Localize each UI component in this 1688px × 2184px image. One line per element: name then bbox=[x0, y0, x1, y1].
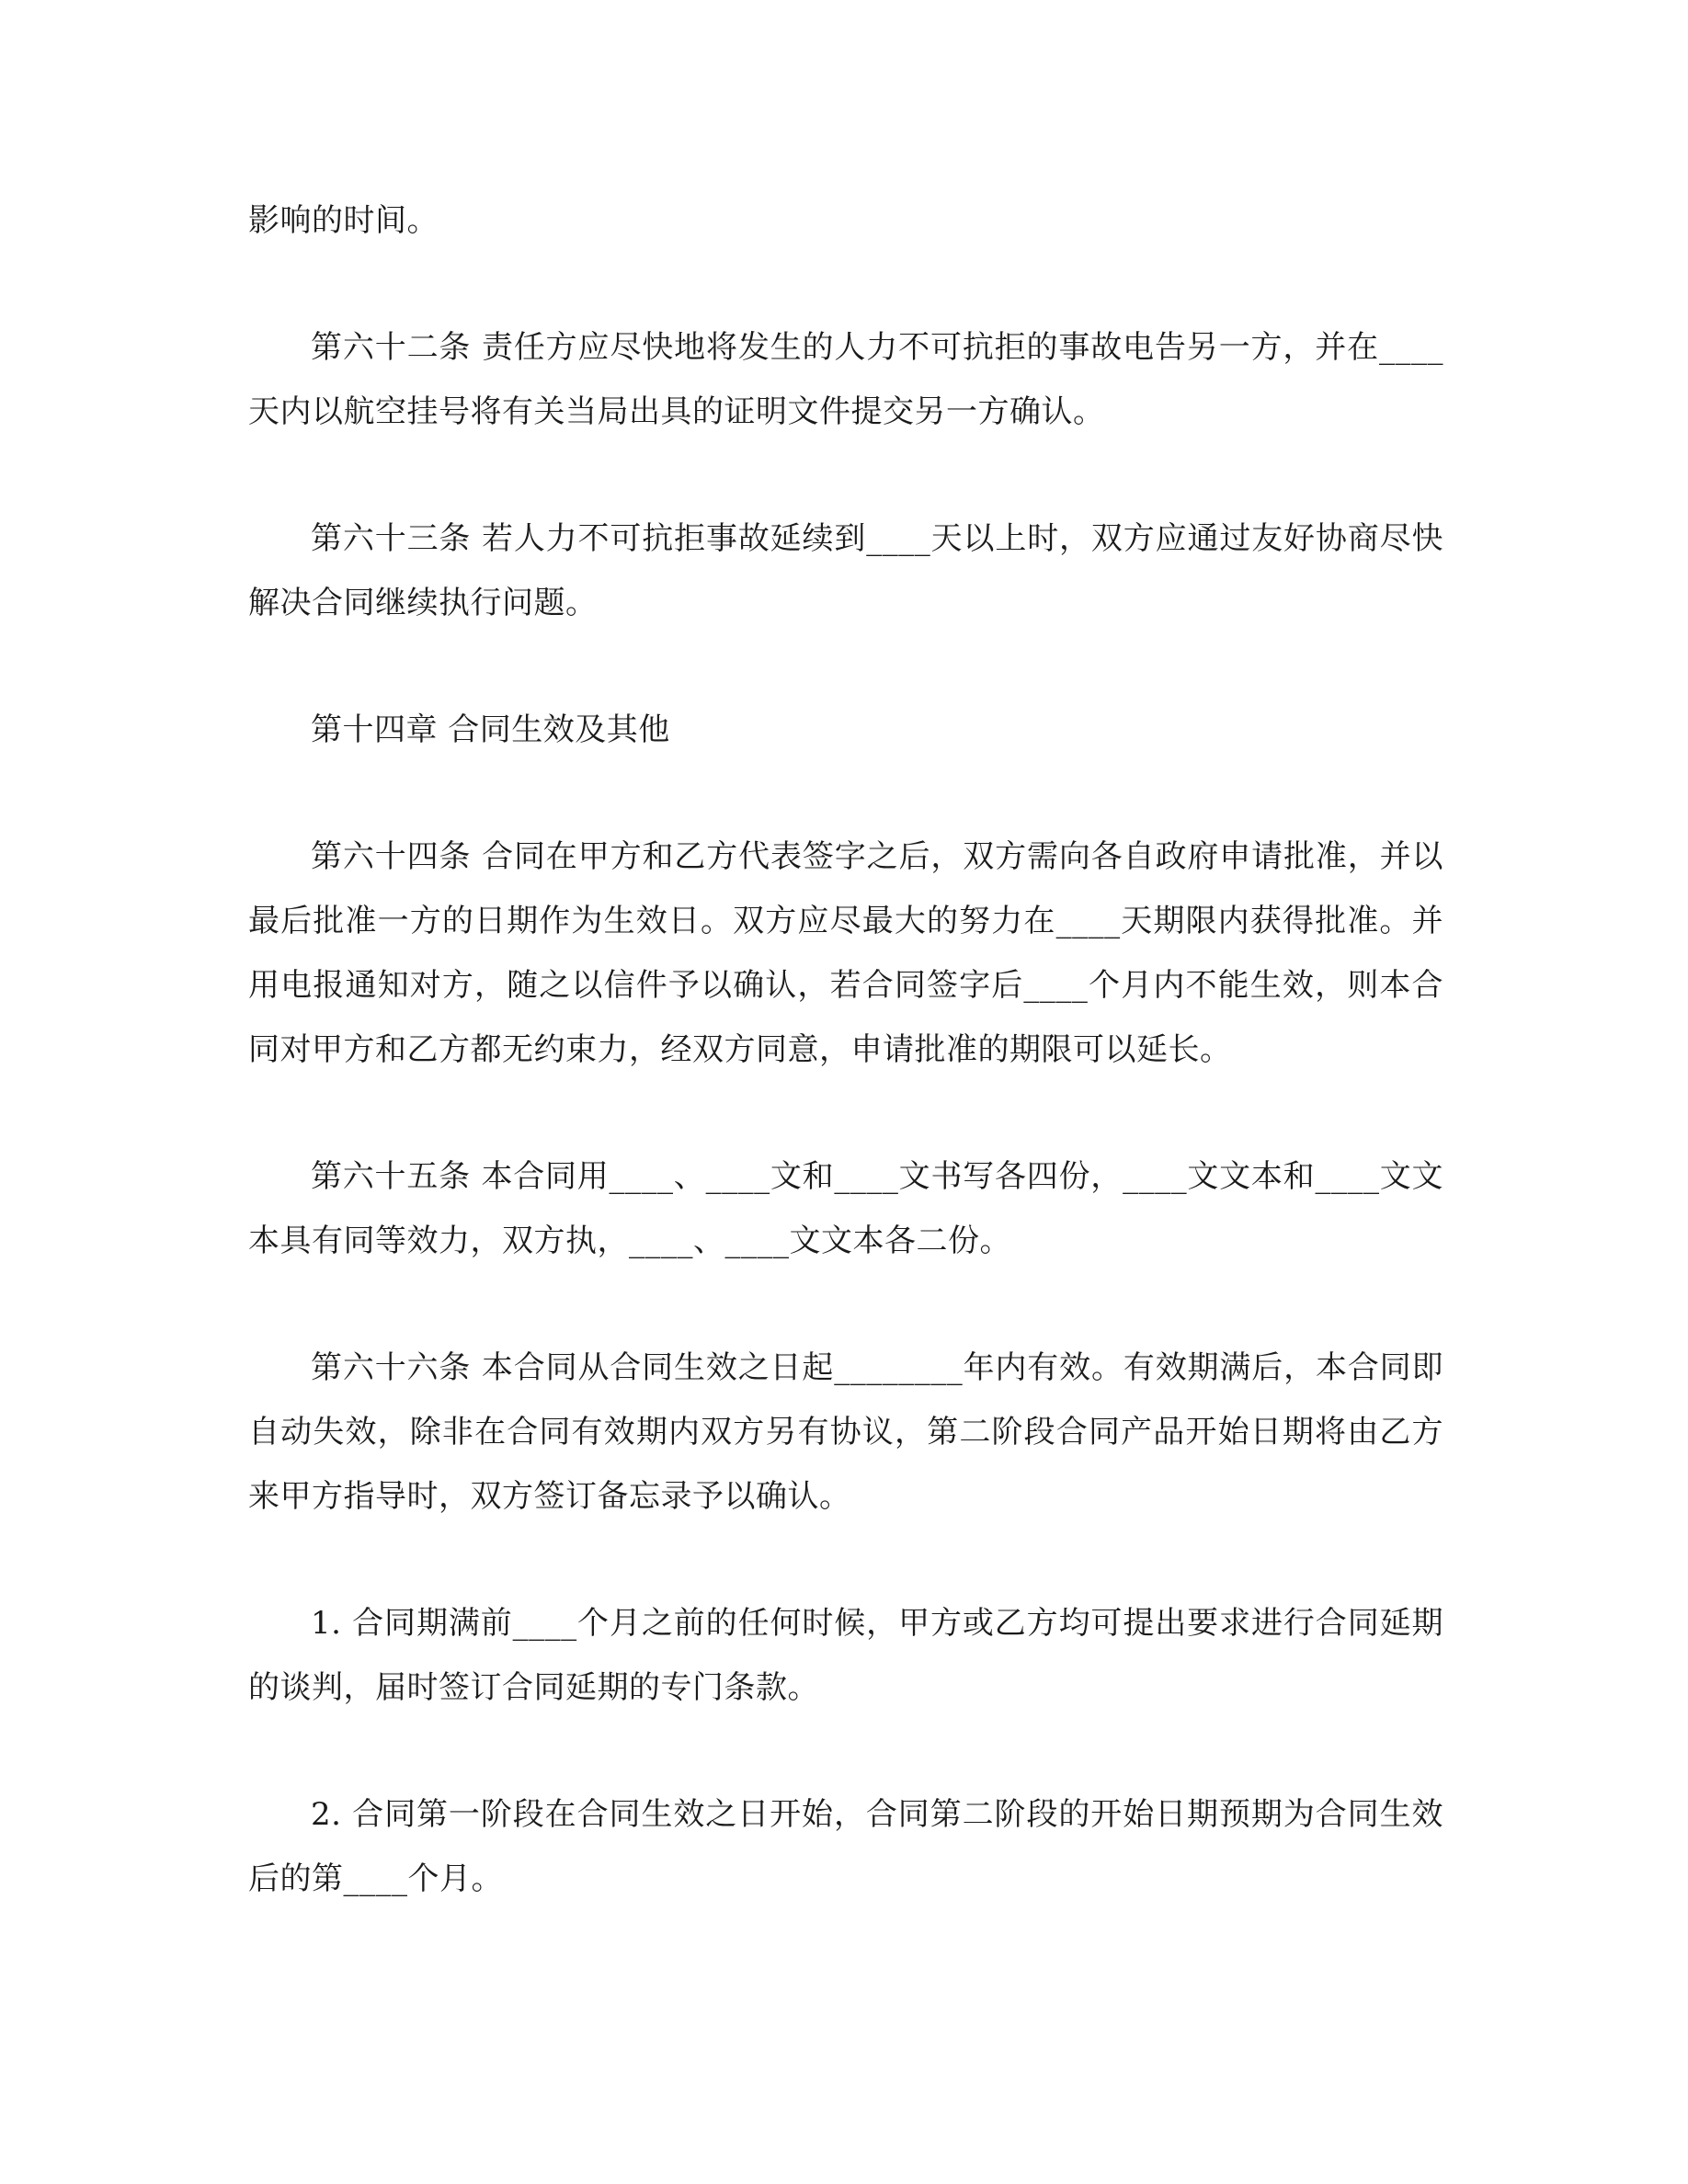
list-item-2: 2. 合同第一阶段在合同生效之日开始，合同第二阶段的开始日期预期为合同生效后的第____个月。 bbox=[248, 1796, 1443, 1897]
chapter-heading: 第十四章 合同生效及其他 bbox=[311, 711, 670, 748]
paragraph-article-65: 第六十五条 本合同用____、____文和____文书写各四份，____文文本和____文文本具有同等效力，双方执，____、____文文本各二份。 bbox=[248, 1158, 1443, 1259]
paragraph-article-64: 第六十四条 合同在甲方和乙方代表签字之后，双方需向各自政府申请批准，并以最后批准一方的日期作为生效日。双方应尽最大的努力在____天期限内获得批准。并用电报通知对方，随之以信件予以确认，若合同签字后____个月内不能生效，则本合同对甲方和乙方都无约束力，经双方同意，申请批准的期限可以延长。 bbox=[248, 838, 1443, 1068]
paragraph-continuation: 影响的时间。 bbox=[248, 202, 439, 239]
document-body bbox=[248, 188, 1443, 1974]
list-item-1: 1. 合同期满前____个月之前的任何时候，甲方或乙方均可提出要求进行合同延期的谈判，届时签订合同延期的专门条款。 bbox=[248, 1605, 1443, 1706]
paragraph-article-62: 第六十二条 责任方应尽快地将发生的人力不可抗拒的事故电告另一方，并在____天内以航空挂号将有关当局出具的证明文件提交另一方确认。 bbox=[248, 329, 1443, 430]
paragraph-article-63: 第六十三条 若人力不可抗拒事故延续到____天以上时，双方应通过友好协商尽快解决合同继续执行问题。 bbox=[248, 520, 1443, 621]
paragraph-article-66: 第六十六条 本合同从合同生效之日起________年内有效。有效期满后，本合同即自动失效，除非在合同有效期内双方另有协议，第二阶段合同产品开始日期将由乙方来甲方指导时，双方签订备忘录予以确认。 bbox=[248, 1349, 1443, 1515]
